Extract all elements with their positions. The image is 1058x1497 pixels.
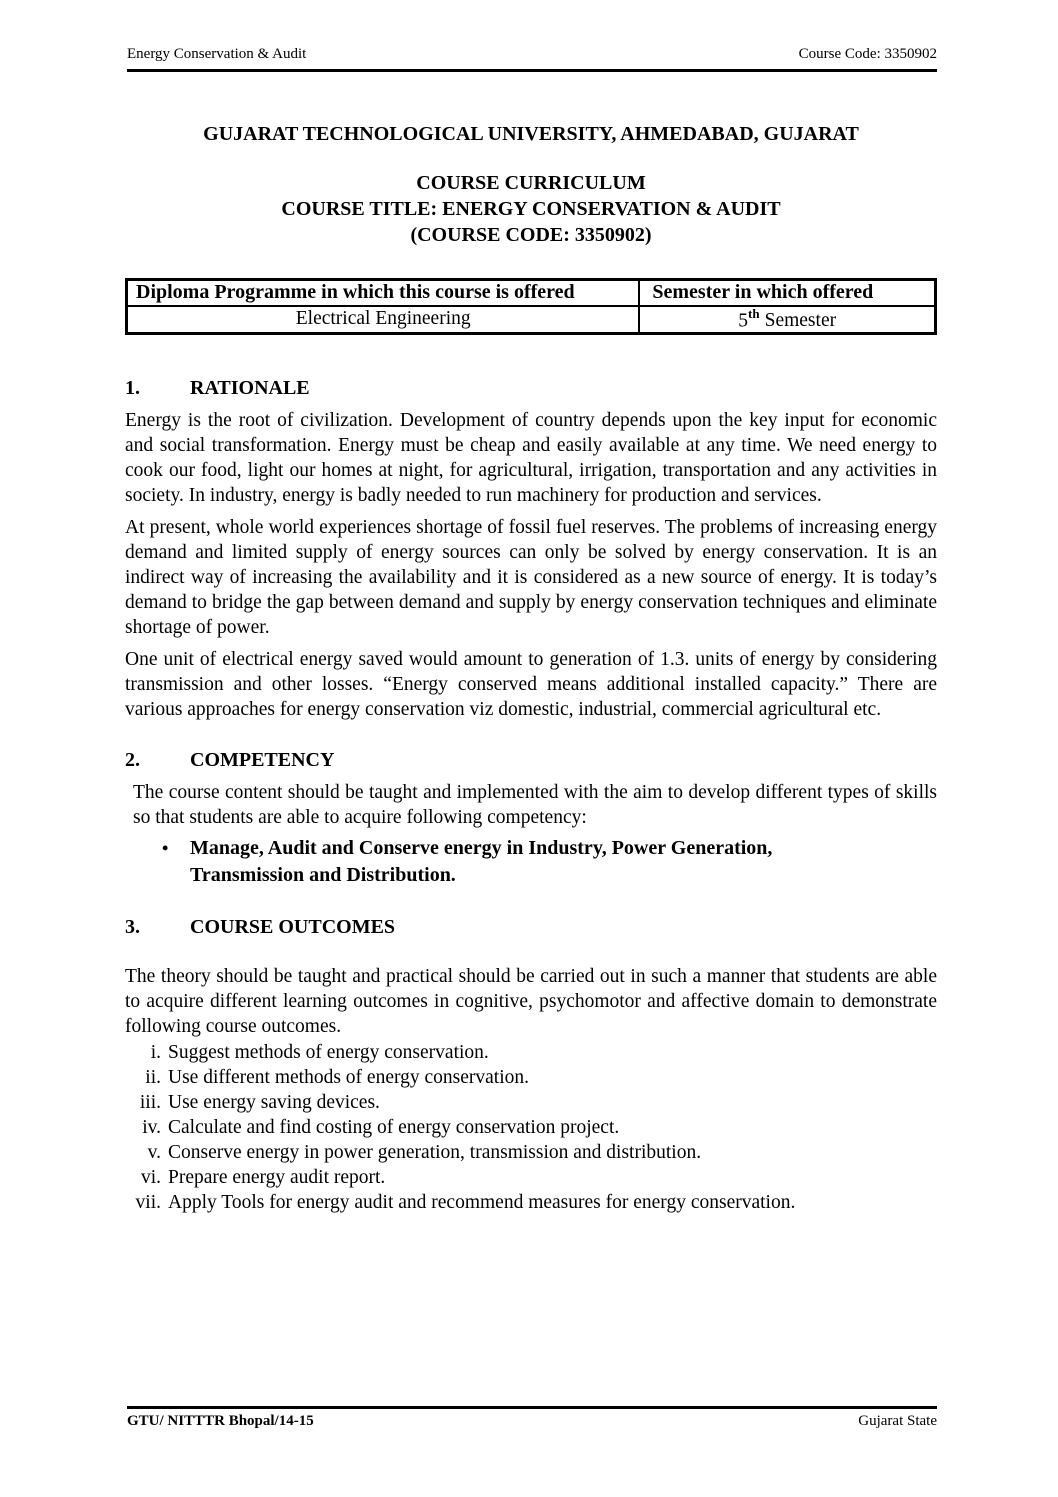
table-header-row xyxy=(127,280,936,306)
outcome-item xyxy=(125,1040,937,1065)
table-cell-programme: Electrical Engineering xyxy=(127,306,640,334)
outcome-item xyxy=(125,1065,937,1090)
competency-item-text: Manage, Audit and Conserve energy in Industry, Power Generation, Transmission and Distribution. xyxy=(190,837,773,886)
section-heading-competency xyxy=(125,747,937,773)
outcome-text: Conserve energy in power generation, transmission and distribution. xyxy=(168,1142,702,1163)
header-document-title: Energy Conservation & Audit xyxy=(127,46,307,62)
section-heading-rationale xyxy=(125,375,937,401)
outcome-numeral: ii. xyxy=(145,1067,161,1088)
course-code-heading: (COURSE CODE: 3350902) xyxy=(410,224,652,246)
semester-ordinal: th xyxy=(748,305,760,321)
section-title: RATIONALE xyxy=(190,377,310,399)
document-subtitle xyxy=(125,170,937,248)
outcome-numeral: iii. xyxy=(139,1092,161,1113)
rationale-paragraph-1: Energy is the root of civilization. Development of country depends upon the key input for economic and social transformation. Energy must be cheap and easily available at any time. We need energy to cook our food, light our homes at night, for agricultural, irrigation, transportation and any activities in society. In industry, energy is badly needed to run machinery for production and services. xyxy=(125,410,937,506)
outcome-text: Calculate and find costing of energy conservation project. xyxy=(168,1117,620,1138)
outcome-text: Apply Tools for energy audit and recommend measures for energy conservation. xyxy=(168,1192,796,1213)
rationale-paragraph-2: At present, whole world experiences shortage of fossil fuel reserves. The problems of increasing energy demand and limited supply of energy sources can only be solved by energy conservation. It is an indirect way of increasing the availability and it is considered as a new source of energy. It is today’s demand to bridge the gap between demand and supply by energy conservation techniques and eliminate shortage of power. xyxy=(125,517,937,638)
semester-number: 5 xyxy=(738,310,749,331)
competency-list xyxy=(125,835,937,889)
outcome-text: Suggest methods of energy conservation. xyxy=(168,1042,489,1063)
section-number: 3. xyxy=(125,916,140,938)
section-course-outcomes xyxy=(125,914,937,1215)
footer-state: Gujarat State xyxy=(858,1413,937,1429)
section-heading-course-outcomes xyxy=(125,914,937,940)
outcome-numeral: iv. xyxy=(142,1117,161,1138)
table-cell-semester xyxy=(639,306,935,334)
course-title-heading: COURSE TITLE: ENERGY CONSERVATION & AUDIT xyxy=(281,198,781,220)
header-course-code: Course Code: 3350902 xyxy=(798,46,937,62)
semester-label: Semester xyxy=(764,310,837,331)
section-rationale xyxy=(125,375,937,722)
rationale-paragraph-3: One unit of electrical energy saved would amount to generation of 1.3. units of energy by considering transmission and other losses. “Energy conserved means additional installed capacity.” There are various approaches for energy conservation viz domestic, industrial, commercial agricultural etc. xyxy=(125,649,937,720)
competency-intro-paragraph: The course content should be taught and implemented with the aim to develop different types of skills so that students are able to acquire following competency: xyxy=(133,782,937,828)
university-title: GUJARAT TECHNOLOGICAL UNIVERSITY, AHMEDABAD, GUJARAT xyxy=(203,123,859,145)
competency-item xyxy=(125,835,830,889)
outcome-item xyxy=(125,1190,937,1215)
outcome-text: Prepare energy audit report. xyxy=(168,1167,386,1188)
section-number: 1. xyxy=(125,377,140,399)
table-header-semester: Semester in which offered xyxy=(639,280,935,306)
course-outcomes-list xyxy=(125,1040,937,1215)
page-footer xyxy=(127,1406,937,1430)
section-number: 2. xyxy=(125,749,140,771)
course-offering-table xyxy=(125,278,937,335)
footer-publisher: GTU/ NITTTR Bhopal/14-15 xyxy=(127,1413,314,1429)
outcome-item xyxy=(125,1140,937,1165)
table-data-row xyxy=(127,306,936,334)
bullet-icon: • xyxy=(162,838,169,858)
section-title: COURSE OUTCOMES xyxy=(190,916,396,938)
outcome-item xyxy=(125,1165,937,1190)
outcome-text: Use energy saving devices. xyxy=(168,1092,380,1113)
page-content xyxy=(125,122,937,1215)
outcomes-intro-paragraph: The theory should be taught and practical should be carried out in such a manner that students are able to acquire different learning outcomes in cognitive, psychomotor and affective domain to demonstrate following course outcomes. xyxy=(125,966,937,1037)
outcome-item xyxy=(125,1115,937,1140)
course-curriculum-heading: COURSE CURRICULUM xyxy=(416,172,646,194)
outcome-numeral: v. xyxy=(147,1142,161,1163)
outcome-numeral: vi. xyxy=(140,1167,161,1188)
outcome-item xyxy=(125,1090,937,1115)
outcome-text: Use different methods of energy conservation. xyxy=(168,1067,530,1088)
outcome-numeral: i. xyxy=(150,1042,161,1063)
page-header xyxy=(127,46,937,72)
section-title: COMPETENCY xyxy=(190,749,335,771)
section-competency xyxy=(125,747,937,889)
outcome-numeral: vii. xyxy=(135,1192,161,1213)
table-header-programme: Diploma Programme in which this course is offered xyxy=(127,280,640,306)
